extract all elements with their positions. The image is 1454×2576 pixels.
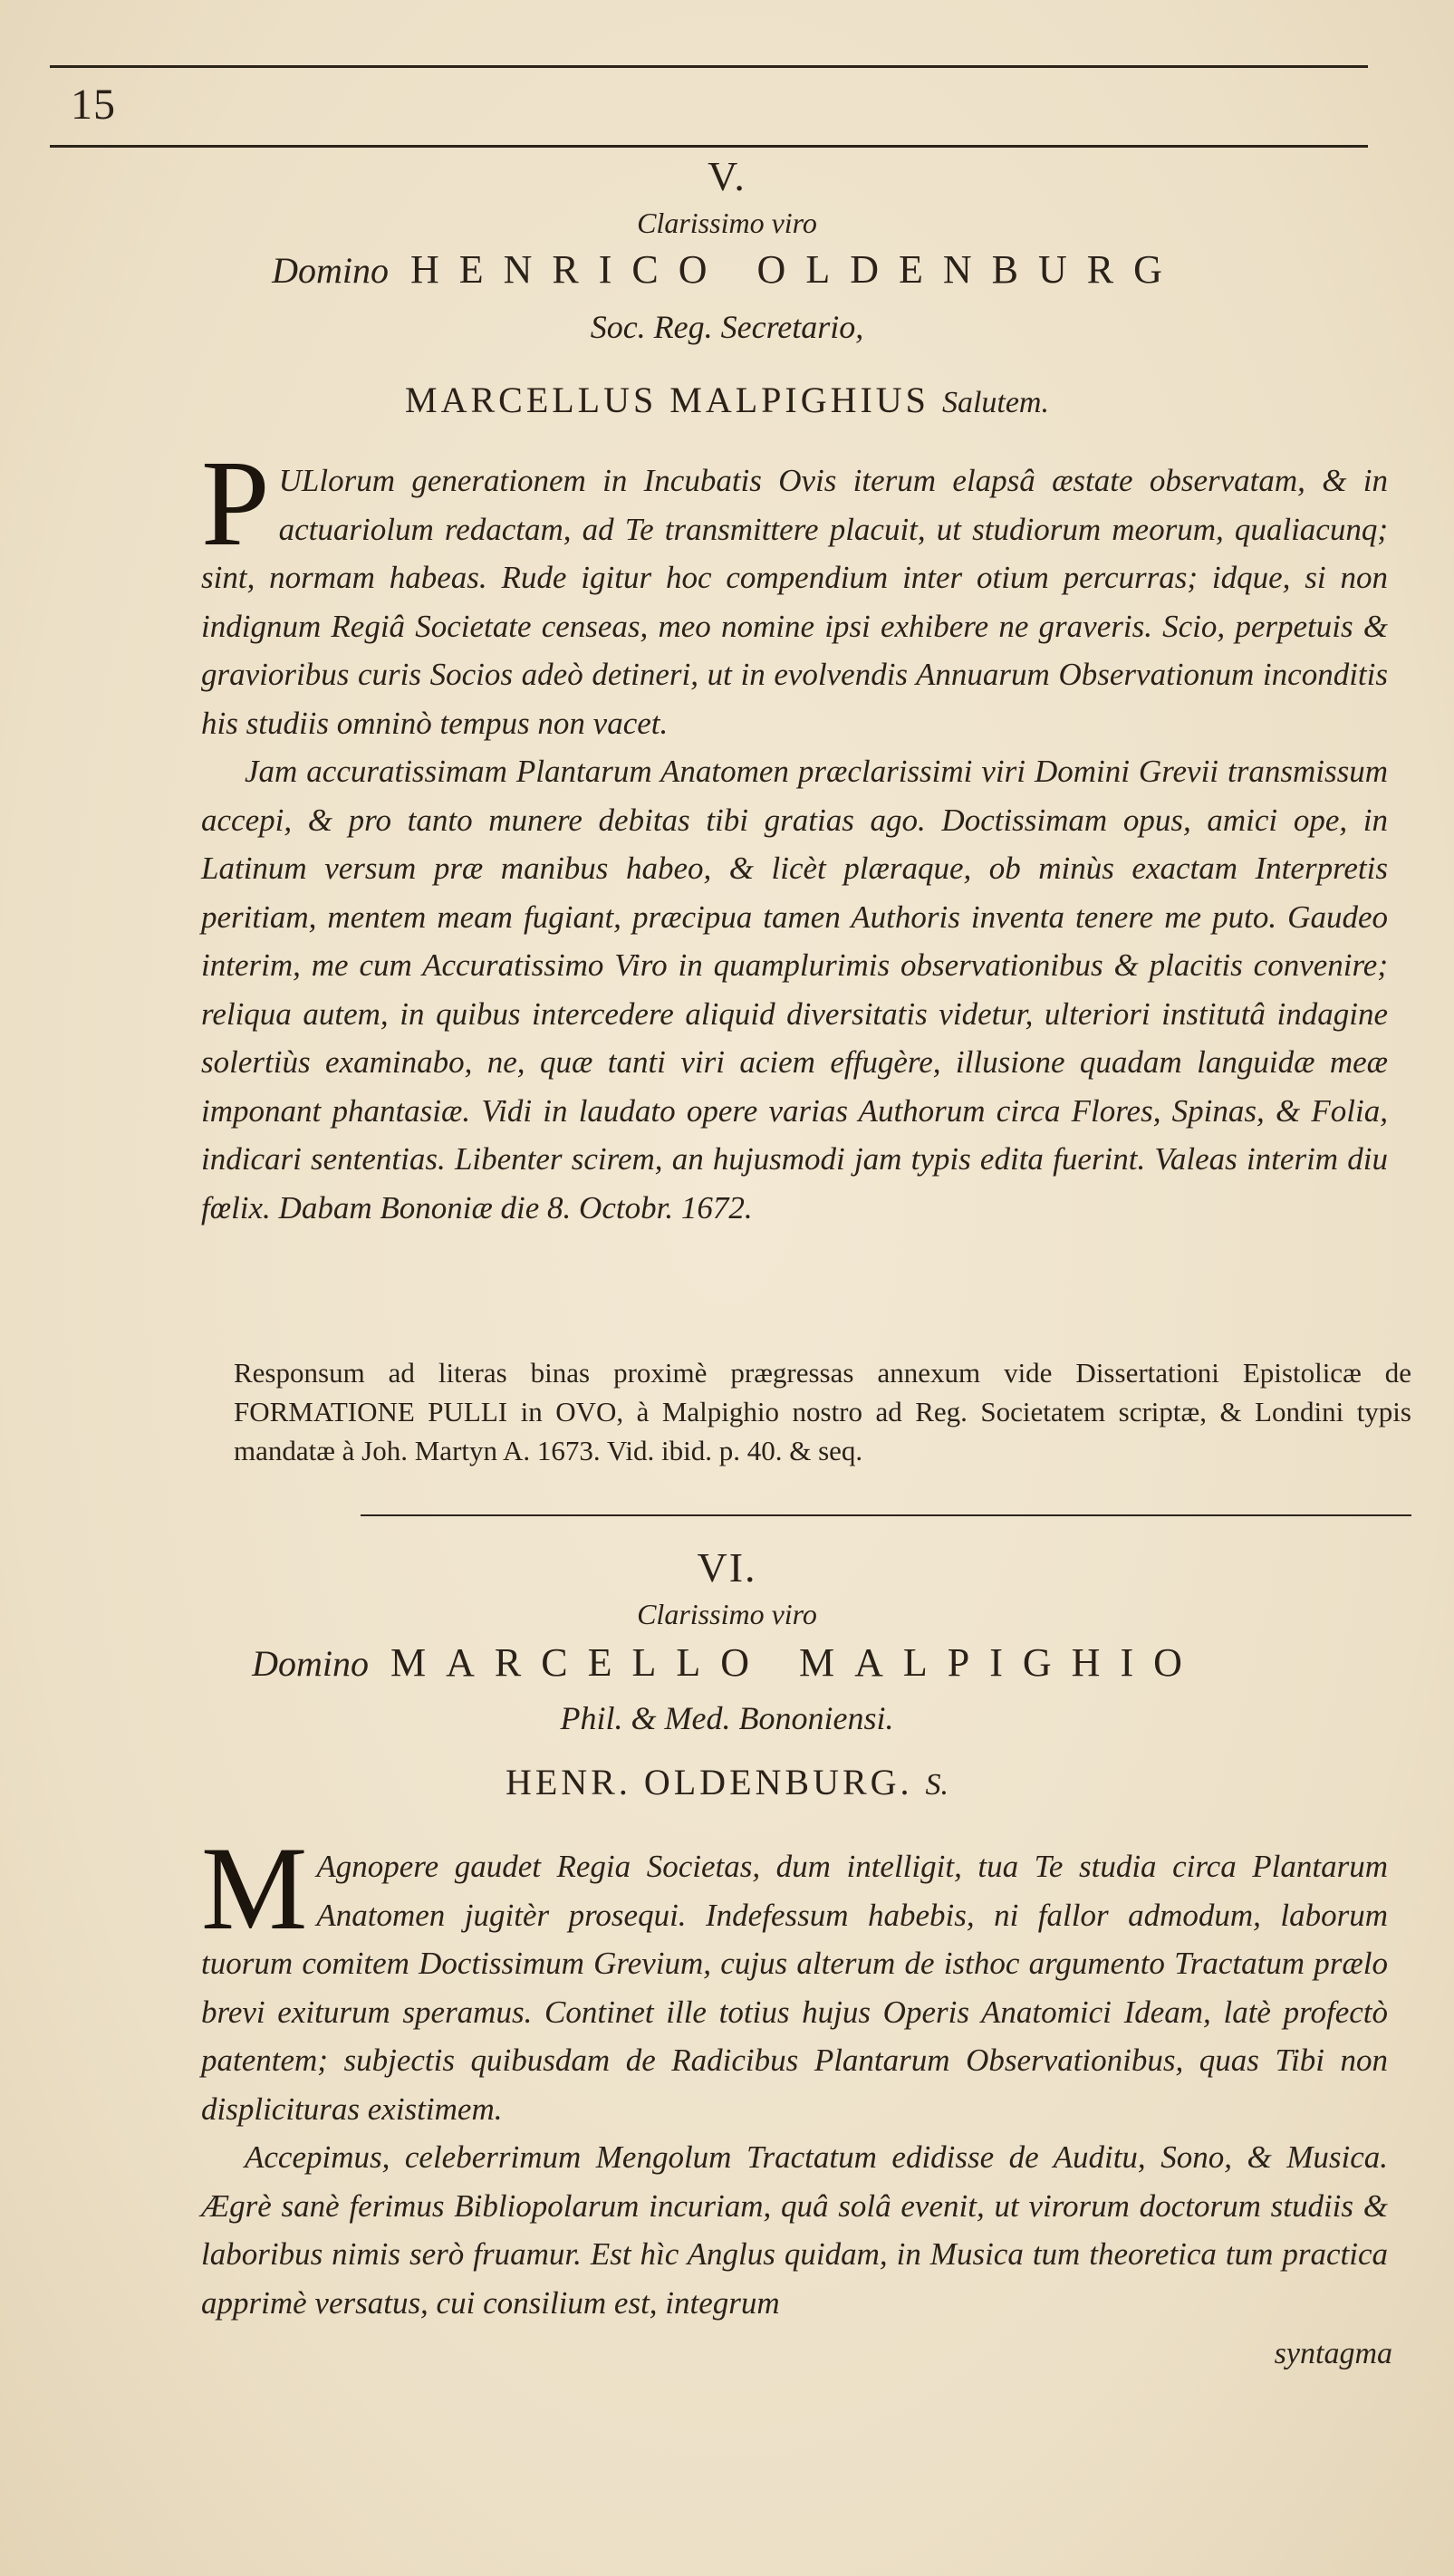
addressee-name: HENRICO OLDENBURG [410,247,1182,292]
letter-5-addressee-title: Soc. Reg. Secretario, [590,309,864,345]
top-rule [50,65,1368,68]
sender-salutation: Salutem. [941,386,1049,419]
letter-6-greeting: Clarissimo viro [637,1598,817,1630]
drop-cap: M [201,1821,308,1955]
letter-6-numeral: VI. [697,1544,757,1591]
letter-6-addressee [0,1639,1454,1686]
page-number: 15 [71,81,116,129]
header-rule [50,145,1368,148]
letter-5-paragraph-1 [201,436,1388,747]
letter-6-paragraph-1 [201,1821,1388,2133]
letter-5-sender [0,379,1454,421]
letter-5-numeral: V. [708,153,746,199]
letter-5-paragraph-2: Jam accuratissimam Plantarum Anatomen præclarissimi viri Domini Grevii transmissum accepi, & pro tanto munere debitas tibi gratias ago. Doctissimam opus, amici ope, in Latinum versum præ manibus habeo, & licèt plæraque, ob minùs exactam Interpretis peritiam, mentem meam fugiant, præcipua tamen Authoris inventa tenere me puto. Gaudeo interim, me cum Accuratissimo Viro in quamplurimis observationibus & placitis convenire; reliqua autem, in quibus intercedere aliquid diversitatis videtur, ulteriori institutâ indagine solertiùs examinabo, ne, quæ tanti viri aciem effugère, illusione quadam languidæ meæ imponant phantasiæ. Vidi in laudato opere varias Authorum circa Flores, Spinas, & Folia, indicari sententias. Libenter scirem, an hujusmodi jam typis edita fuerint. Valeas interim diu fœlix. Dabam Bononiæ die 8. Octobr. 1672. [201,754,1388,1226]
section-rule [361,1514,1411,1516]
addressee-prefix: Domino [252,1643,369,1684]
paragraph-text: ULlorum generationem in Incubatis Ovis iterum elapsâ æstate observatam, & in actuariolum redactam, ad Te transmittere placuit, ut studiorum meorum, qualiacunq; sint, normam habeas. Rude igitur hoc compendium inter otium percurras; idque, si non indignum Regiâ Societate censeas, meo nomine ipsi exhibere ne graveris. Scio, perpetuis & gravioribus curis Socios adeò detineri, ut in evolvendis Annuarum Observationum inconditis his studiis omninò tempus non vacet. [201,463,1388,741]
letter-5-body [201,436,1388,1232]
letter-5-greeting: Clarissimo viro [637,207,817,239]
drop-cap: P [201,436,270,572]
letter-5-addressee [0,246,1454,293]
letter-5-note: Responsum ad literas binas proximè prægressas annexum vide Dissertationi Epistolicæ de FORMATIONE PULLI in OVO, à Malpighio nostro ad Reg. Societatem scriptæ, & Londini typis mandatæ à Joh. Martyn A. 1673. Vid. ibid. p. 40. & seq. [234,1357,1411,1466]
catchword: syntagma [1274,2337,1392,2370]
paragraph-text: Agnopere gaudet Regia Societas, dum intelligit, tua Te studia circa Plantarum Anatomen jugitèr prosequi. Indefessum habebis, ni fallor admodum, laborum tuorum comitem Doctissimum Grevium, cujus alterum de isthoc argumento Tractatum prælo brevi exiturum speramus. Continet ille totius hujus Operis Anatomici Ideam, latè profectò patentem; subjectis quibusdam de Radicibus Plantarum Observationibus, quas Tibi non displicituras existimem. [201,1849,1388,2127]
sender-salutation: S. [925,1768,949,1802]
addressee-name: MARCELLO MALPIGHIO [390,1640,1202,1685]
sender-name: MARCELLUS MALPIGHIUS [405,380,929,420]
letter-6-sender [0,1761,1454,1803]
letter-6-body [201,1821,1388,2327]
letter-6-addressee-title: Phil. & Med. Bononiensi. [560,1700,894,1736]
addressee-prefix: Domino [272,250,389,291]
letter-6-paragraph-2: Accepimus, celeberrimum Mengolum Tractatum edidisse de Auditu, Sono, & Musica. Ægrè sanè ferimus Bibliopolarum incuriam, quâ solâ evenit, ut virorum doctorum studiis & laboribus nimis serò fruamur. Est hìc Anglus quidam, in Musica tum theoretica tum practica apprimè versatus, cui consilium est, integrum [201,2139,1388,2321]
sender-name: HENR. OLDENBURG. [505,1762,913,1802]
